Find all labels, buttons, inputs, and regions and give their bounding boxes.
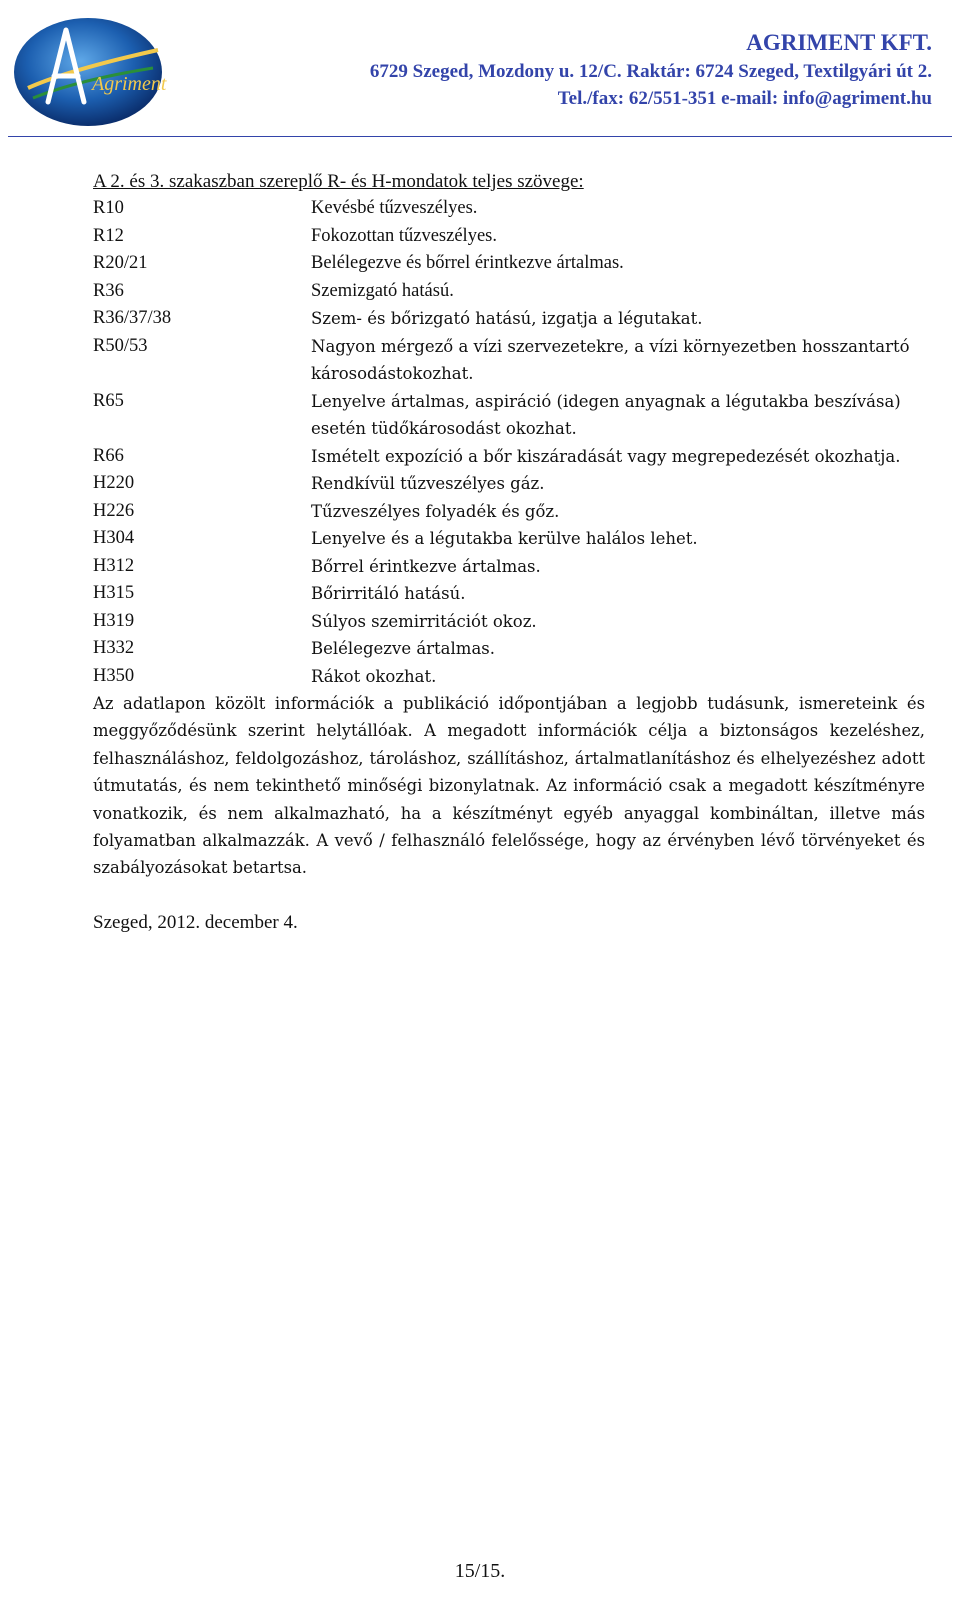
phrase-code: R20/21 (93, 253, 148, 273)
phrase-code: R36/37/38 (93, 308, 172, 328)
phrase-row (93, 278, 925, 306)
phrase-text: Kevésbé tűzveszélyes. (311, 198, 478, 218)
phrase-code: H312 (93, 555, 135, 576)
section-heading: A 2. és 3. szakaszban szereplő R- és H-mondatok teljes szövege: (93, 171, 584, 192)
phrase-text: Belélegezve és bőrrel érintkezve ártalmas. (311, 253, 624, 273)
page-number: 15/15. (454, 1560, 506, 1582)
phrase-row (93, 663, 925, 691)
phrase-text: Szem- és bőrizgató hatású, izgatja a légutakat. (311, 309, 703, 328)
phrase-row (93, 195, 925, 223)
phrase-row (93, 525, 925, 553)
phrase-code: H226 (93, 500, 135, 521)
phrase-text: Bőrrel érintkezve ártalmas. (311, 556, 541, 576)
phrase-text: Belélegezve ártalmas. (311, 639, 495, 658)
phrase-row (93, 553, 925, 581)
phrase-code: R10 (93, 198, 124, 218)
phrase-text: Bőrirritáló hatású. (311, 584, 466, 603)
agriment-logo-icon (8, 10, 168, 130)
phrase-list (93, 195, 925, 690)
phrase-text: Ismételt expozíció a bőr kiszáradását vagy megrepedezését okozhatja. (311, 446, 901, 466)
phrase-row (93, 443, 925, 471)
phrase-row (93, 580, 925, 608)
phrase-code: H332 (93, 638, 135, 658)
company-header (370, 28, 932, 112)
phrase-code: H315 (93, 583, 135, 603)
document-body (93, 168, 925, 936)
phrase-row (93, 470, 925, 498)
phrase-row (93, 305, 925, 333)
phrase-code: R12 (93, 225, 124, 246)
phrase-row (93, 388, 925, 443)
phrase-row (93, 333, 925, 388)
phrase-code: R36 (93, 280, 124, 301)
header-divider (8, 136, 952, 137)
phrase-row (93, 223, 925, 251)
company-address: 6729 Szeged, Mozdony u. 12/C. Raktár: 6724 Szeged, Textilgyári út 2. (369, 61, 932, 82)
phrase-text: Súlyos szemirritációt okoz. (311, 611, 537, 631)
phrase-code: H319 (93, 610, 135, 631)
phrase-row (93, 250, 925, 278)
phrase-text: Szemizgató hatású. (311, 280, 454, 301)
disclaimer-paragraph: Az adatlapon közölt információk a publikáció időpontjában a legjobb tudásunk, ismereteink és meggyőződésünk szerint helytállóak. A megadott információk célja a biztonságos kezeléshez, felhasználáshoz, feldolgozáshoz, tároláshoz, szállításhoz, ártalmatlanításhoz és elhelyezéshez adott útmutatás, és nem tekinthető minőségi bizonylatnak. Az információ csak a megadott készítményre vonatkozik, és nem alkalmazható, ha a készítményt egyéb anyaggal kombináltan, illetve más folyamatban alkalmazzák. A vevő / felhasználó felelőssége, hogy az érvényben lévő törvényeket és szabályozásokat betartsa. (93, 694, 925, 878)
phrase-text: Rákot okozhat. (311, 666, 437, 686)
phrase-text: Tűzveszélyes folyadék és gőz. (311, 501, 560, 521)
company-name: AGRIMENT KFT. (746, 30, 932, 55)
phrase-text: Lenyelve és a légutakba kerülve halálos lehet. (311, 529, 698, 548)
phrase-code: R50/53 (93, 335, 148, 356)
phrase-code: H304 (93, 528, 135, 548)
logo-text: Agriment (92, 73, 167, 95)
phrase-text: Lenyelve ártalmas, aspiráció (idegen anyagnak a légutakba beszívása) esetén tüdőkárosodást okozhat. (311, 391, 901, 438)
phrase-row (93, 635, 925, 663)
phrase-code: H220 (93, 473, 135, 493)
company-logo (8, 10, 168, 130)
phrase-text: Rendkívül tűzveszélyes gáz. (311, 474, 545, 493)
place-and-date: Szeged, 2012. december 4. (93, 911, 298, 933)
company-contact: Tel./fax: 62/551-351 e-mail: info@agriment.hu (557, 88, 932, 109)
phrase-code: R65 (93, 390, 124, 411)
phrase-row (93, 608, 925, 636)
phrase-code: H350 (93, 665, 135, 686)
phrase-row (93, 498, 925, 526)
phrase-text: Fokozottan tűzveszélyes. (311, 225, 497, 246)
phrase-code: R66 (93, 445, 124, 466)
phrase-text: Nagyon mérgező a vízi szervezetekre, a vízi környezetben hosszantartó károsodástokozhat. (311, 336, 910, 383)
